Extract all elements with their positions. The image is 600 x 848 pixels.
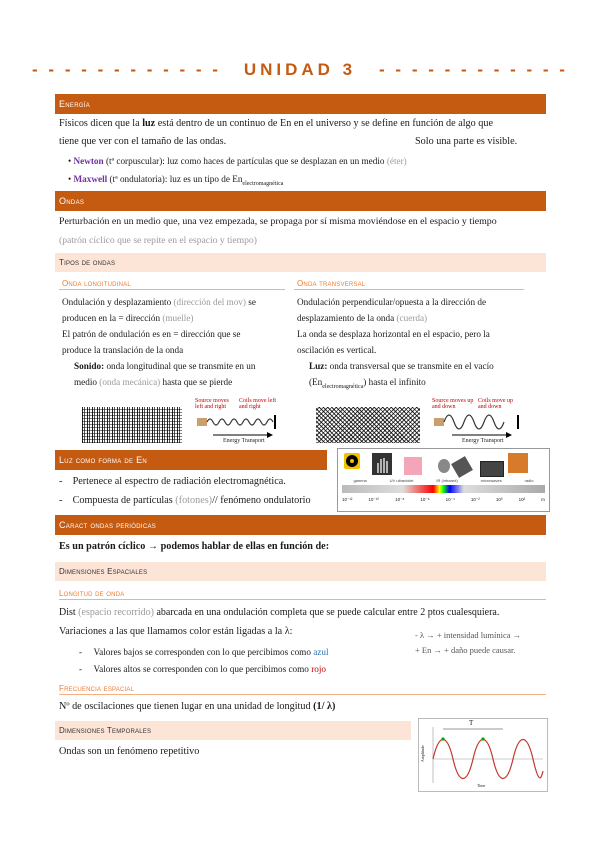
label-frecuencia-espacial: Frecuencia espacial	[59, 684, 135, 693]
luz-bullet-2: - Compuesta de partículas (fotones)// fenómeno ondulatorio	[59, 495, 311, 506]
label-onda-transversal: Onda transversal	[297, 279, 366, 288]
color-variation-text: Variaciones a las que llamamos color están ligadas a la λ:	[59, 626, 293, 637]
sine-wave-icon	[419, 719, 547, 791]
spectrum-ticks: 10⁻¹² 10⁻¹⁰ 10⁻⁸ 10⁻⁶ 10⁻⁴ 10⁻² 10⁰ 10² m	[342, 497, 545, 502]
transversal-text: Ondulación perpendicular/opuesta a la dirección de desplazamiento de la onda (cuerda) La onda se desplaza horizontal en el espacio, pero la oscilación es vertical. Luz: onda transversal que se transmite en el vacío $(En_{electromagnética})$ hasta el infinito	[297, 297, 494, 390]
wave-rope-icon	[432, 412, 522, 432]
label-longitud-onda: Longitud de onda	[59, 589, 125, 598]
ondas-note: (patrón cíclico que se repite en el espacio y tiempo)	[59, 235, 257, 246]
divider	[59, 289, 285, 290]
longitudinal-spring-figure: Source moves left and right Coils move left and right Energy Transport	[195, 398, 281, 446]
subheader-tipos: Tipos de ondas	[55, 253, 546, 272]
section-header-luz: Luz como forma de En	[55, 450, 327, 470]
caract-intro: Es un patrón cíclico → podemos hablar de ellas en función de:	[59, 541, 330, 552]
lambda-note: - λ → + intensidad lumínica → + En → + daño puede causar.	[415, 630, 522, 655]
bullet-maxwell: • Maxwell (tª ondulatoria): luz es un tipo de $En_{electromagnética}$	[68, 174, 284, 187]
divider	[59, 694, 546, 695]
period-wave-graph: T Amplitude Time	[418, 718, 548, 792]
radiation-icon	[344, 453, 360, 469]
page-title: - - - - - - - - - - - - UNIDAD 3 - - - - - - - - - - - -	[32, 60, 568, 79]
remote-icon	[451, 456, 473, 478]
valores-bajos: - Valores bajos se corresponden con lo que percibimos como azul	[79, 647, 329, 657]
spectrum-bar	[342, 485, 545, 493]
section-header-caract: Caract ondas periódicas	[55, 515, 546, 535]
section-header-energia: Energía	[55, 94, 546, 114]
temporales-text: Ondas son un fenómeno repetitivo	[59, 746, 200, 757]
spectrum-bands: gamma UV ultraviolet IR (infrared) microwaves radio	[353, 478, 534, 483]
microwave-icon	[480, 461, 504, 477]
label-onda-longitudinal: Onda longitudinal	[62, 279, 131, 288]
divider	[294, 289, 524, 290]
xray-hand-icon	[372, 453, 392, 475]
transversal-spring-figure: Source moves up and down Coils move up and down Energy Transport	[432, 398, 522, 446]
divider	[59, 599, 546, 600]
light-bulb-icon	[438, 459, 450, 473]
longitudinal-text: Ondulación y desplazamiento (dirección del mov) se producen en la = dirección (muelle) El patrón de ondulación es en = dirección que se produce la translación de la onda Sonido: onda longitudinal que se transmite en un medio (onda mecánica) hasta que se pierde	[62, 297, 256, 387]
energia-paragraph-2: tiene que ver con el tamaño de las ondas.	[59, 136, 227, 147]
bullet-newton: • Newton (tª corpuscular): luz como haces de partículas que se desplazan en un medio (éter)	[68, 156, 407, 166]
transversal-wave-image	[316, 407, 420, 443]
radio-icon	[508, 453, 528, 473]
energia-visible-note: Solo una parte es visible.	[415, 136, 518, 147]
uv-image-icon	[404, 457, 422, 475]
energia-paragraph: Físicos dicen que la luz está dentro de un continuo de En en el universo y se define en función de algo que	[59, 118, 493, 129]
section-header-ondas: Ondas	[55, 191, 546, 211]
subheader-temporales: Dimensiones Temporales	[55, 721, 411, 740]
em-spectrum-figure	[337, 448, 550, 512]
ondas-definition: Perturbación en un medio que, una vez empezada, se propaga por sí misma moviéndose en el espacio y tiempo	[59, 216, 497, 227]
valores-altos: - Valores altos se corresponden con lo que percibimos como rojo	[79, 664, 326, 674]
subheader-espaciales: Dimensiones Espaciales	[55, 562, 546, 581]
spring-icon	[195, 412, 281, 432]
frecuencia-definition: Nº de oscilaciones que tienen lugar en una unidad de longitud (1/ λ)	[59, 701, 336, 712]
longitudinal-wave-image	[82, 407, 182, 443]
luz-bullet-1: - Pertenece al espectro de radiación electromagnética.	[59, 476, 286, 487]
longitud-definition: Dist (espacio recorrido) abarcada en una ondulación completa que se puede calcular entre 2 ptos cualesquiera.	[59, 607, 500, 618]
